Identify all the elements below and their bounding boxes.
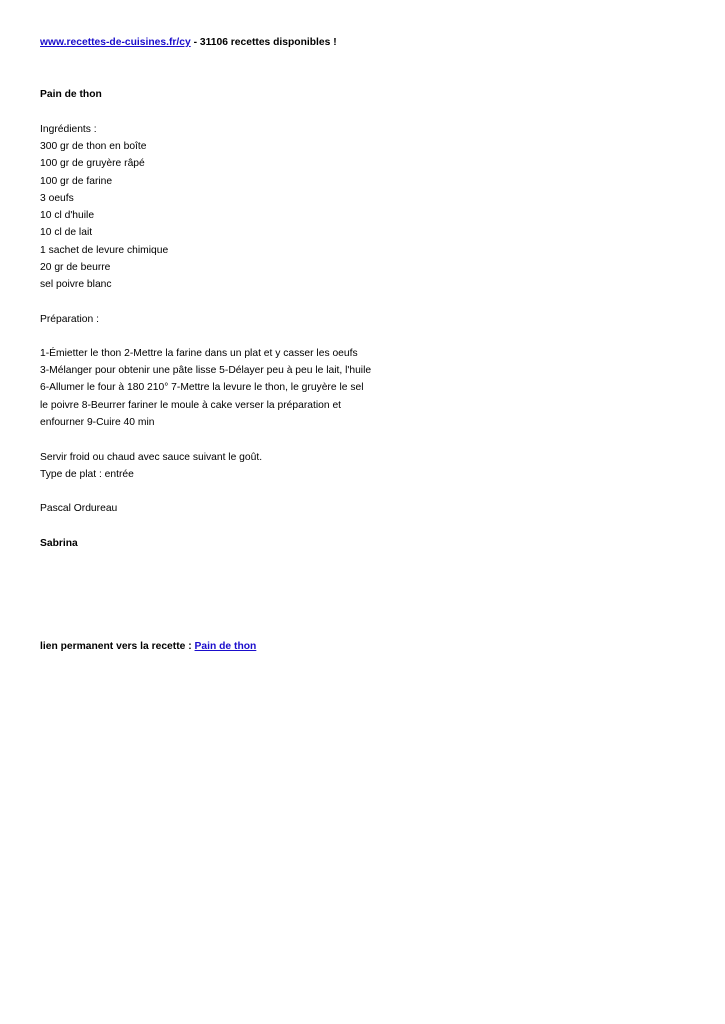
ingredient-item: 100 gr de gruyère râpé <box>40 158 145 169</box>
preparation-line: 3-Mélanger pour obtenir une pâte lisse 5-Délayer peu à peu le lait, l'huile <box>40 365 372 376</box>
ingredient-item: 3 oeufs <box>40 193 74 204</box>
permalink-link[interactable]: Pain de thon <box>194 641 257 652</box>
ingredients-heading: Ingrédients : <box>40 124 97 135</box>
recipe-author: Pascal Ordureau <box>40 503 118 514</box>
ingredient-item: sel poivre blanc <box>40 279 112 290</box>
page-header <box>40 36 337 49</box>
recipe-submitter: Sabrina <box>40 538 78 549</box>
ingredient-item: 1 sachet de levure chimique <box>40 245 169 256</box>
preparation-heading: Préparation : <box>40 314 99 325</box>
site-tagline: - 31106 recettes disponibles ! <box>190 37 337 48</box>
preparation-line: 6-Allumer le four à 180 210° 7-Mettre la levure le thon, le gruyère le sel <box>40 382 364 393</box>
dish-type: Type de plat : entrée <box>40 469 134 480</box>
preparation-line: enfourner 9-Cuire 40 min <box>40 417 155 428</box>
ingredient-item: 20 gr de beurre <box>40 262 111 273</box>
ingredient-item: 10 cl de lait <box>40 227 93 238</box>
site-link[interactable]: www.recettes-de-cuisines.fr/cy <box>40 37 191 48</box>
permalink-row <box>40 640 256 653</box>
recipe-title: Pain de thon <box>40 89 102 100</box>
preparation-line: 1-Émietter le thon 2-Mettre la farine dans un plat et y casser les oeufs <box>40 348 358 359</box>
ingredient-item: 10 cl d'huile <box>40 210 95 221</box>
permalink-label: lien permanent vers la recette : <box>40 641 195 652</box>
ingredient-item: 300 gr de thon en boîte <box>40 141 147 152</box>
serving-note: Servir froid ou chaud avec sauce suivant le goût. <box>40 452 263 463</box>
preparation-line: le poivre 8-Beurrer fariner le moule à cake verser la préparation et <box>40 400 342 411</box>
ingredient-item: 100 gr de farine <box>40 176 113 187</box>
